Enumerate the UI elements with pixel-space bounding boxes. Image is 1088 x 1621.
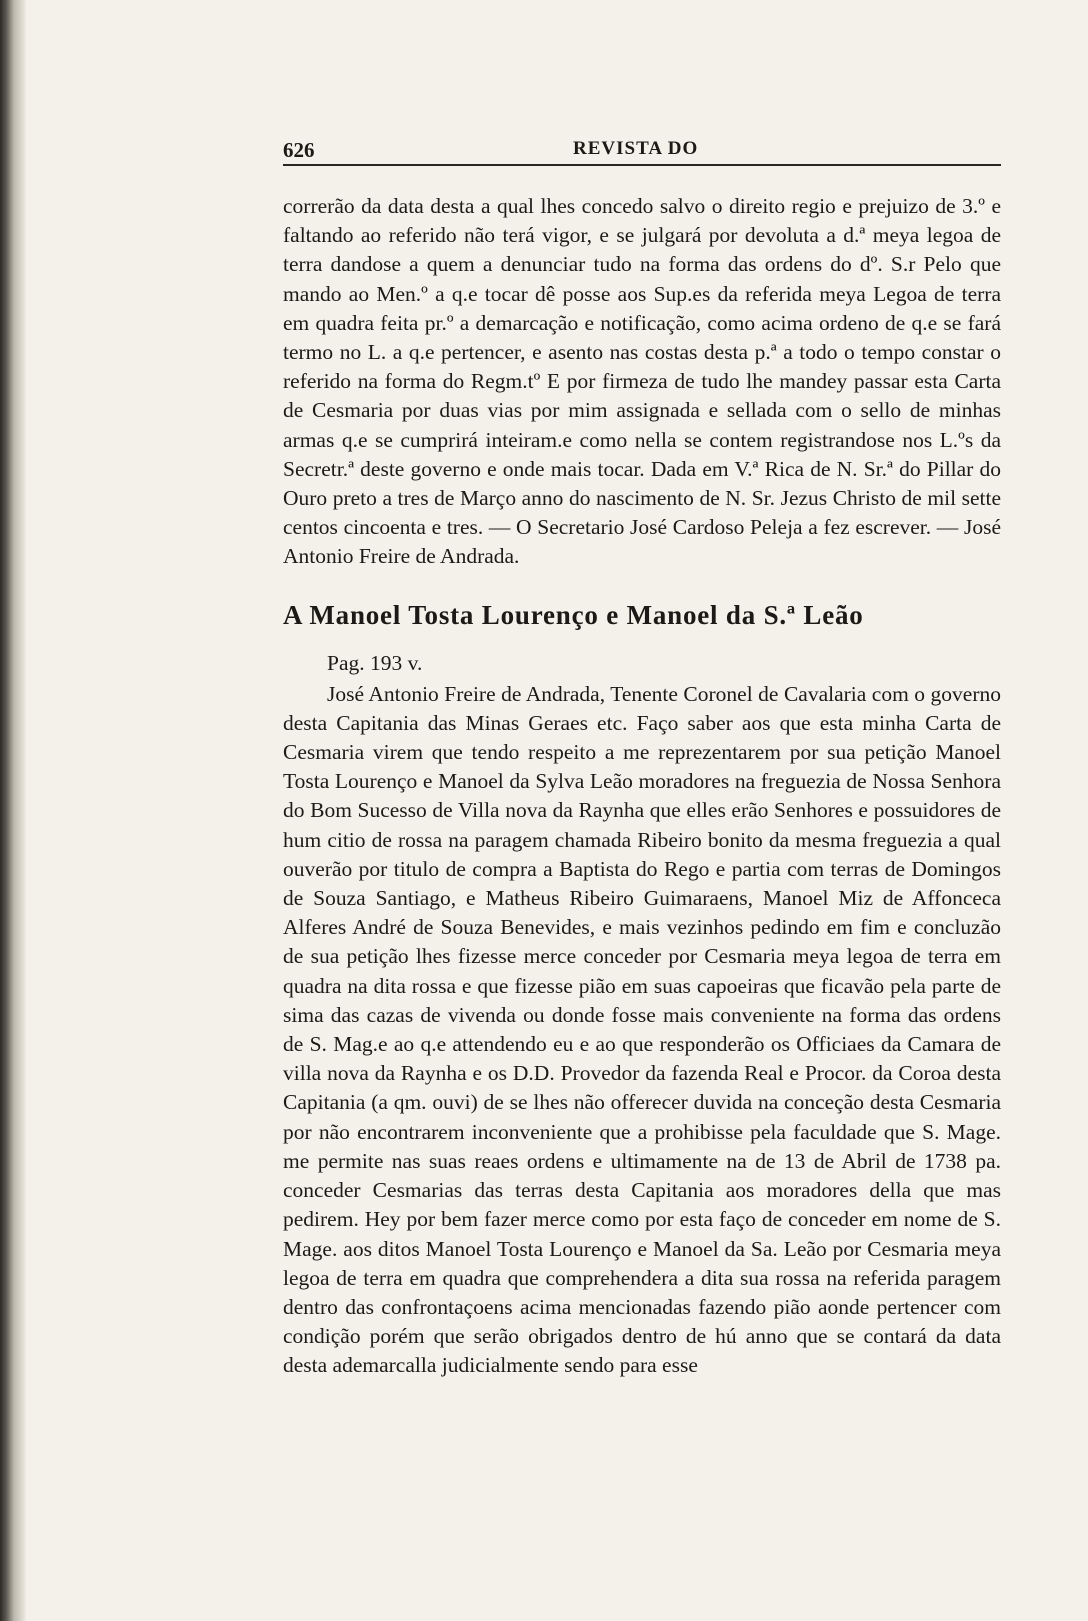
book-page (283, 130, 1001, 1610)
page-number: 626 (283, 138, 315, 162)
page-header (283, 130, 1001, 166)
continuation-paragraph: correrão da data desta a qual lhes concedo salvo o direito regio e prejuizo de 3.º e faltando ao referido não terá vigor, e se julgará por devoluta a d.ª meya legoa de terra dandose a quem a denunciar tudo na forma das ordens do dº. S.r Pelo que mando ao Men.º a q.e tocar dê posse aos Sup.es da referida meya Legoa de terra em quadra feita pr.º a demarcação e notificação, como acima ordeno de q.e se fará termo no L. a q.e pertencer, e asento nas costas desta p.ª a todo o tempo constar o referido na forma do Regm.tº E por firmeza de tudo lhe mandey passar esta Carta de Cesmaria por duas vias por mim assignada e sellada com o sello de minhas armas q.e se cumprirá inteiram.e como nella se contem registrandose nos L.ºs da Secretr.ª deste governo e onde mais tocar. Dada em V.ª Rica de N. Sr.ª do Pillar do Ouro preto a tres de Março anno do nascimento de N. Sr. Jezus Christo de mil sette centos cincoenta e tres. — O Secretario José Cardoso Peleja a fez escrever. — José Antonio Freire de Andrada. (283, 194, 1001, 569)
section-body-paragraph: José Antonio Freire de Andrada, Tenente Coronel de Cavalaria com o governo desta Capitania das Minas Geraes etc. Faço saber aos que esta minha Carta de Cesmaria virem que tendo respeito a me reprezentarem por sua petição Manoel Tosta Lourenço e Manoel da Sylva Leão moradores na freguezia de Nossa Senhora do Bom Sucesso de Villa nova da Raynha que elles erão Senhores e possuidores de hum citio de rossa na paragem chamada Ribeiro bonito da mesma freguezia a qual ouverão por titulo de compra a Baptista do Rego e partia com terras de Domingos de Souza Santiago, e Matheus Ribeiro Guimaraens, Manoel Miz de Affonceca Alferes André de Souza Benevides, e mais vezinhos pedindo em fim e concluzão de sua petição lhes fizesse merce conceder por Cesmaria meya legoa de terra em quadra na dita rossa e que fizesse pião em suas capoeiras que ficavão pela parte de sima das cazas de vivenda ou donde fosse mais conveniente na forma das ordens de S. Mag.e ao q.e attendendo eu e ao que responderão os Officiaes da Camara de villa nova da Raynha e os D.D. Provedor da fazenda Real e Procor. da Coroa desta Capitania (a qm. ouvi) de se lhes não offerecer duvida na conceção desta Cesmaria por não encontrarem inconveniente que a prohibisse pela faculdade que S. Mage. me permite nas suas reaes ordens e ultimamente na de 13 de Abril de 1738 pa. conceder Cesmarias das terras desta Capitania aos moradores della que mas pedirem. Hey por bem fazer merce como por esta faço de conceder em nome de S. Mage. aos ditos Manoel Tosta Lourenço e Manoel da Sa. Leão por Cesmaria meya legoa de terra em quadra que comprehendera a dita sua rossa na referida paragem dentro das confrontaçoens acima mencionadas fazendo pião aonde pertencer com condição porém que serão obrigados dentro de hú anno que se contará da data desta ademarcalla judicialmente sendo para esse (283, 681, 1001, 1378)
section-heading: A Manoel Tosta Lourenço e Manoel da S.ª Leão (283, 599, 864, 630)
running-title: REVISTA DO (573, 138, 699, 159)
page-reference: Pag. 193 v. (327, 650, 423, 675)
book-binding-edge (0, 0, 26, 1621)
